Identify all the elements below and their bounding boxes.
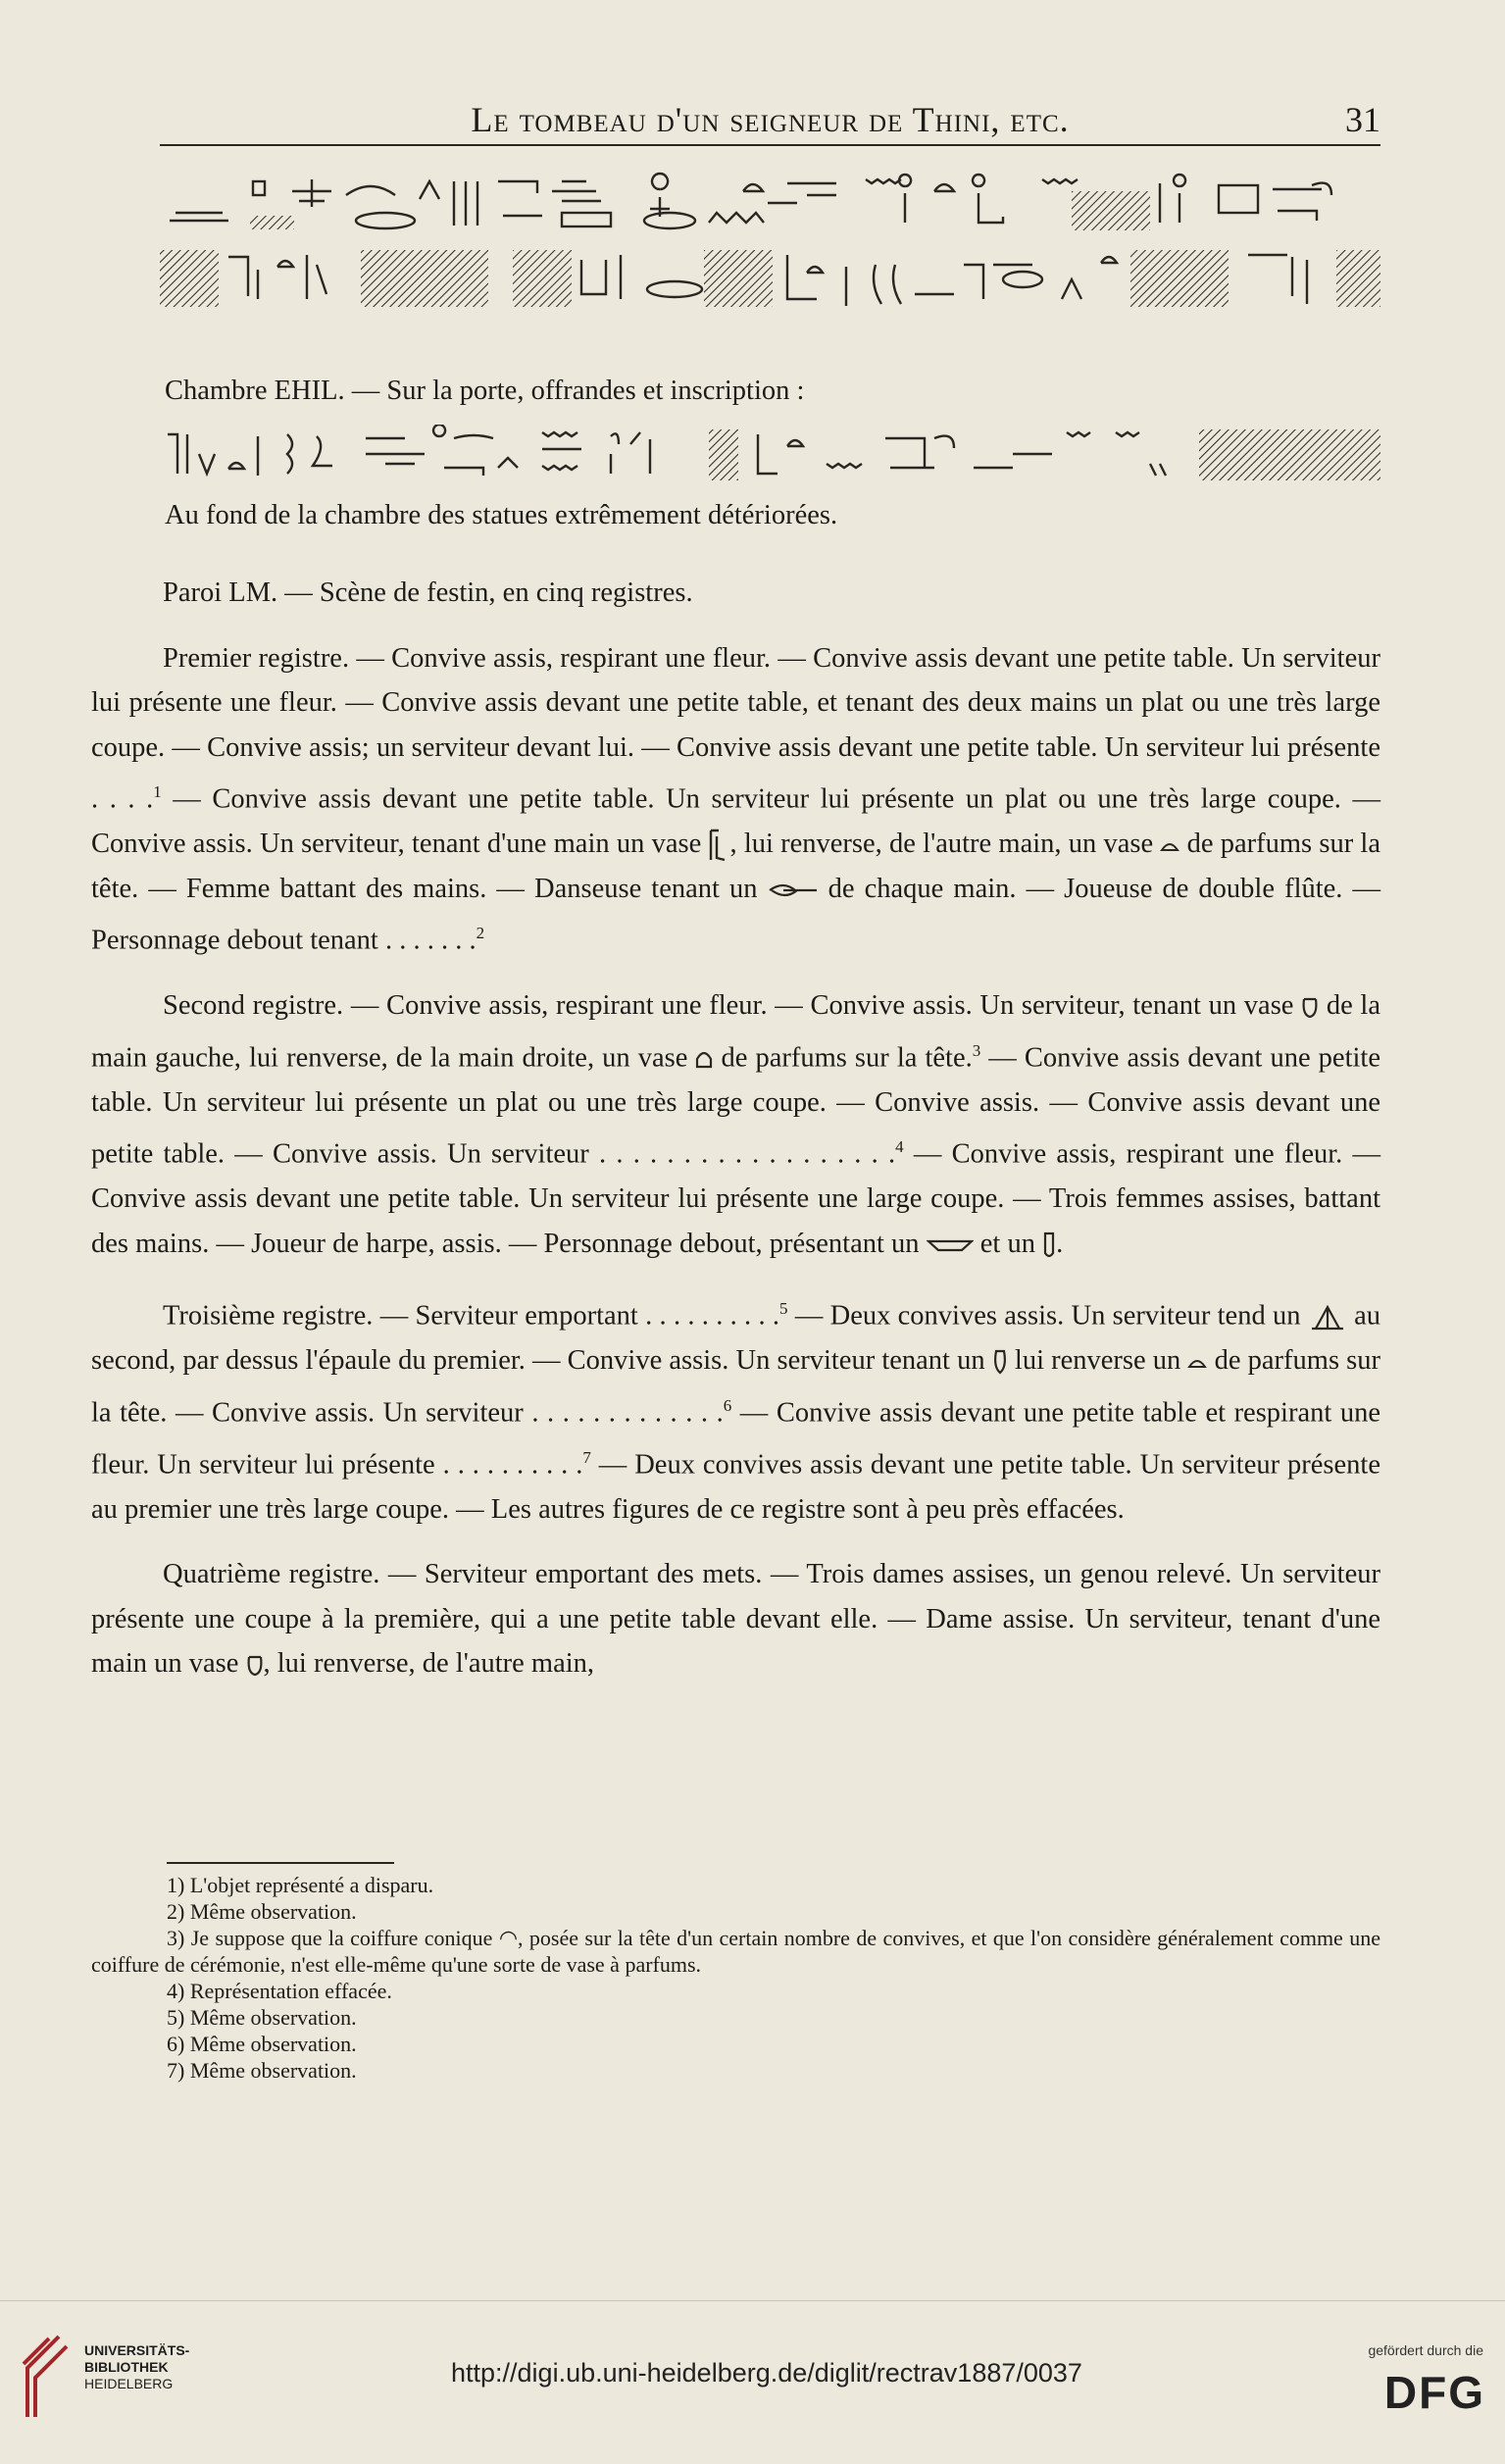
perfume-vase-glyph-icon: [1160, 838, 1179, 852]
text-run: de parfums sur la tête. — Femme battant des mains. — Danseuse tenant un: [91, 829, 1380, 904]
text-run: — Convive assis, respirant une fleur. — Convive assis devant une petite table. Un serviteur lui présente une large coupe. — Trois femmes assises, battant des mains. — Joueur de harpe, assis. — Personnage debout, présentant un: [91, 1138, 1380, 1259]
vase-round-glyph-icon: [1301, 995, 1319, 1019]
footer-bar: [0, 2300, 1505, 2464]
vase-round-glyph-icon: [246, 1653, 264, 1677]
footnote-7: 7) Même observation.: [167, 2058, 357, 2083]
text-run: lui renverse un: [1007, 1345, 1188, 1376]
footnote-separator: [167, 1862, 394, 1864]
paragraph-paroi-text: Paroi LM. — Scène de festin, en cinq registres.: [163, 578, 693, 608]
funder-caption: gefördert durch die: [1368, 2342, 1483, 2358]
footnote-ref-4: 4: [895, 1137, 904, 1156]
text-run: Second registre. — Convive assis, respirant une fleur. — Convive assis. Un serviteur, tenant un vase: [163, 990, 1302, 1021]
footnote-2: 2) Même observation.: [167, 1899, 357, 1924]
dfg-logo: DFG: [1383, 2367, 1485, 2418]
text-run: — Deux convives assis. Un serviteur tend un: [787, 1300, 1308, 1332]
text-run: Quatrième registre. — Serviteur emportant des mets. — Trois dames assises, un genou relevé. Un serviteur présente une coupe à la première, qui a une petite table devant elle. — Dame assise. Un serviteur, tenant d'une main un vase: [91, 1559, 1380, 1679]
hieroglyph-line-1-glyphs: [160, 172, 1380, 240]
stand-glyph-icon: [1308, 1303, 1347, 1333]
caption-statues: Au fond de la chambre des statues extrêmement détériorées.: [165, 500, 838, 530]
footnote-5: 5) Même observation.: [167, 2005, 357, 2030]
footnote-ref-5: 5: [779, 1299, 788, 1318]
page-number: 31: [1345, 100, 1380, 139]
library-line-3: HEIDELBERG: [84, 2376, 174, 2391]
footnote-ref-2: 2: [476, 924, 485, 942]
library-line-2: BIBLIOTHEK: [84, 2359, 169, 2375]
hieroglyph-line-3-glyphs: [160, 425, 1380, 485]
text-run: .: [1056, 1228, 1064, 1259]
text-run: — Deux convives assis devant une petite table. Un serviteur présente au premier une très large coupe. — Les autres figures de ce registre sont à peu près effacées.: [91, 1449, 1380, 1525]
footnote-3: 3) Je suppose que la coiffure conique ◠, posée sur la tête d'un certain nombre de convives, et que l'on considère généralement comme une coiffure de cérémonie, n'est elle-même qu'une sorte de vase à parfums.: [91, 1926, 1380, 1977]
hieroglyph-line-1: [160, 172, 1380, 240]
text-run: et un: [973, 1228, 1043, 1259]
text-run: au second, par dessus l'épaule du premier. — Convive assis. Un serviteur tenant un: [91, 1300, 1381, 1376]
university-library-name: [84, 2342, 189, 2392]
footnote-1: 1) L'objet représenté a disparu.: [167, 1873, 434, 1897]
text-run: — Convive assis devant une petite table et respirant une fleur. Un serviteur lui présente . . . . . . . . . .: [91, 1397, 1380, 1480]
paragraph-paroi: [91, 571, 1380, 616]
footnote-4: 4) Représentation effacée.: [167, 1979, 392, 2003]
footnote-ref-1: 1: [153, 782, 162, 801]
hieroglyph-line-3: [160, 425, 1380, 485]
cone-glyph-icon: [695, 1049, 713, 1069]
text-run: Premier registre. — Convive assis, respirant une fleur. — Convive assis devant une petite table. Un serviteur lui présente une fleur. — Convive assis devant une petite table, et tenant des deux mains un plat ou une très large coupe. — Convive assis; un serviteur devant lui. — Convive assis devant une petite table. Un serviteur lui présente . . . .: [91, 642, 1380, 815]
vase-glyph-icon: [708, 829, 729, 862]
digital-copy-url[interactable]: http://digi.ub.uni-heidelberg.de/diglit/rectrav1887/0037: [451, 2358, 1082, 2388]
perfume-cone-glyph-icon: [1187, 1355, 1207, 1369]
body-text: [91, 571, 1380, 1686]
text-run: , lui renverse, de l'autre main, un vase: [729, 829, 1161, 859]
bowl-glyph-icon: [927, 1238, 974, 1252]
text-run: de la main gauche, lui renverse, de la main droite, un vase: [91, 990, 1380, 1073]
text-run: de parfums sur la tête. — Convive assis. Un serviteur . . . . . . . . . . . . .: [91, 1345, 1381, 1428]
running-head: [160, 93, 1380, 146]
paragraph-premier-registre: [91, 636, 1380, 964]
text-run: de parfums sur la tête.: [713, 1042, 973, 1073]
dance-object-glyph-icon: [768, 880, 819, 900]
footnote-6: 6) Même observation.: [167, 2032, 357, 2056]
hieroglyph-line-2-glyphs: [160, 245, 1380, 314]
text-run: — Convive assis devant une petite table. Un serviteur lui présente un plat ou une très large coupe. — Convive assis. Un serviteur, tenant d'une main un vase: [91, 783, 1380, 859]
footnote-ref-7: 7: [582, 1447, 591, 1467]
library-line-1: UNIVERSITÄTS-: [84, 2342, 190, 2358]
university-library-logo-icon: [20, 2333, 75, 2421]
paragraph-quatrieme-registre: [91, 1552, 1380, 1686]
paragraph-troisieme-registre: [91, 1286, 1380, 1532]
paragraph-second-registre: [91, 983, 1380, 1266]
jar-glyph-icon: [1042, 1232, 1056, 1259]
text-run: — Convive assis devant une petite table. Un serviteur lui présente un plat ou une très large coupe. — Convive assis. — Convive assis devant une petite table. — Convive assis. Un serviteur . . . . . . . . . . . . . . . . . .: [91, 1042, 1380, 1170]
footnote-ref-3: 3: [972, 1040, 981, 1060]
text-run: , lui renverse, de l'autre main,: [263, 1648, 595, 1679]
text-run: Troisième registre. — Serviteur emportant . . . . . . . . . .: [163, 1300, 780, 1332]
footnote-ref-6: 6: [723, 1395, 732, 1415]
caption-door-inscription: Chambre EHIL. — Sur la porte, offrandes et inscription :: [165, 376, 805, 406]
text-run: de chaque main. — Joueuse de double flûte. — Personnage debout tenant . . . . . . .: [91, 873, 1380, 956]
page-title: Le tombeau d'un seigneur de Thini, etc.: [471, 100, 1070, 139]
hieroglyph-line-2: [160, 245, 1380, 314]
vase-handled-glyph-icon: [992, 1349, 1008, 1375]
footnotes: [91, 1872, 1380, 2084]
